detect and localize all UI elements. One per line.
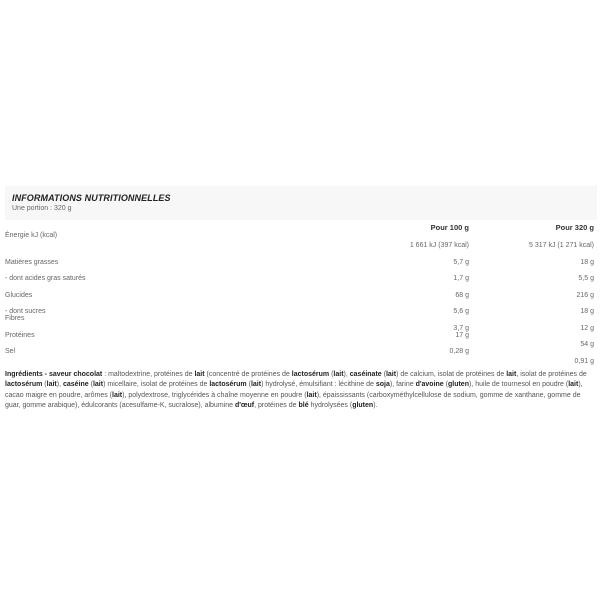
ingredient-text: ( (381, 370, 386, 378)
value-per-100g: 5,7 g (453, 258, 469, 266)
ingredient-text: : maltodextrine, protéines de (102, 370, 195, 378)
nutrient-label: - dont acides gras saturés (5, 275, 86, 282)
portion-size: Une portion : 320 g (12, 205, 72, 212)
value-per-portion: 12 g (580, 324, 594, 332)
ingredient-text: ), cacao maigre en poudre, arômes ( (5, 381, 583, 399)
ingredient-text: hydrolysées ( (308, 402, 353, 409)
ingredient-allergen: Ingrédients - saveur chocolat (5, 370, 103, 378)
nutrient-label: Fibres (5, 315, 25, 322)
table-row (5, 232, 597, 249)
ingredient-allergen: caséine (63, 381, 89, 388)
ingredient-text: ( (329, 370, 334, 378)
value-per-100g: 17 g (455, 331, 469, 339)
value-per-portion: 216 g (576, 291, 594, 299)
ingredient-allergen: lait (333, 370, 344, 378)
ingredient-text: ) de calcium, isolat de protéines de (396, 370, 507, 378)
nutrient-label: Énergie kJ (kcal) (5, 232, 58, 239)
ingredient-allergen: lait (385, 370, 397, 378)
table-row (5, 315, 597, 332)
value-per-portion: 0,91 g (574, 357, 594, 365)
nutrition-title: INFORMATIONS NUTRITIONNELLES (12, 193, 171, 203)
nutrition-table (5, 220, 597, 365)
ingredient-allergen: d'œuf (234, 402, 255, 409)
ingredient-text: ( (246, 381, 251, 388)
ingredient-text: (concentré de protéines de (204, 370, 292, 378)
ingredient-allergen: lait (568, 381, 579, 388)
nutrient-label: Matières grasses (5, 258, 59, 266)
ingredient-allergen: d'avoine (415, 381, 444, 388)
ingredient-allergen: lait (306, 391, 317, 399)
ingredient-text: ), farine (389, 381, 416, 388)
ingredient-text: ) hydrolysé, émulsifiant : lécithine de (261, 381, 376, 388)
table-row (5, 332, 597, 349)
table-row (5, 282, 597, 299)
value-per-100g: 0,28 g (449, 348, 469, 355)
ingredient-allergen: lactosérum (291, 370, 330, 378)
table-row (5, 348, 597, 365)
ingredient-text: ), huile de tournesol en poudre ( (468, 381, 569, 388)
ingredients-text (5, 370, 597, 412)
table-header-row (5, 220, 597, 232)
ingredient-text: ), (56, 381, 63, 388)
ingredient-allergen: lait (506, 370, 517, 378)
value-per-portion: 5,5 g (578, 275, 594, 282)
ingredient-text: ), (343, 370, 350, 378)
value-per-portion: 54 g (580, 341, 594, 348)
ingredient-allergen: gluten (352, 402, 374, 409)
ingredient-allergen: lait (194, 370, 205, 378)
value-per-100g: 1,7 g (453, 275, 469, 282)
ingredient-allergen: gluten (447, 381, 469, 388)
ingredient-text: ). (373, 402, 378, 409)
ingredient-allergen: blé (298, 402, 309, 409)
nutrient-label: Protéines (5, 331, 35, 339)
table-row (5, 249, 597, 266)
ingredient-allergen: lait (92, 381, 104, 388)
ingredient-text: ( (42, 381, 47, 388)
table-row (5, 299, 597, 316)
nutrient-label: - dont sucres (5, 308, 46, 315)
ingredient-allergen: lait (250, 381, 262, 388)
ingredient-text: ( (443, 381, 448, 388)
value-per-portion: 18 g (580, 258, 594, 266)
ingredient-allergen: lait (112, 391, 123, 399)
nutrient-label: Sel (5, 348, 16, 355)
ingredient-text: , isolat de protéines de (516, 370, 587, 378)
value-per-100g: 5,6 g (453, 308, 469, 315)
ingredient-allergen: lait (46, 381, 57, 388)
ingredient-allergen: soja (375, 381, 390, 388)
column-header-label (5, 220, 305, 232)
ingredient-text: ), polydextrose, triglycérides à chaîne moyenne en poudre ( (122, 391, 307, 399)
nutrition-header (5, 186, 597, 220)
column-header-per-portion: Pour 320 g (555, 223, 594, 232)
value-per-portion: 18 g (580, 308, 594, 315)
ingredient-allergen: lactosérum (209, 381, 247, 388)
table-row (5, 266, 597, 283)
nutrient-label: Glucides (5, 291, 33, 299)
ingredient-text: ), épaississants (carboxyméthylcellulose de sodium, gomme de xanthane, gomme de guar, gomme arabique), édulcorants (acesulfame-K, sucralose), albumine (5, 391, 581, 409)
ingredient-text: ( (88, 381, 93, 388)
value-per-portion: 5 317 kJ (1 271 kcal) (529, 242, 594, 249)
value-per-100g: 1 661 kJ (397 kcal) (409, 242, 469, 249)
nutrition-panel (5, 186, 597, 412)
ingredient-allergen: lactosérum (5, 381, 43, 388)
ingredient-text: ) micellaire, isolat de protéines de (103, 381, 210, 388)
ingredient-text: , protéines de (254, 402, 299, 409)
value-per-100g: 3,7 g (453, 324, 469, 332)
column-header-per-100g: Pour 100 g (430, 223, 469, 232)
value-per-100g: 68 g (455, 291, 469, 299)
ingredient-allergen: caséinate (349, 370, 382, 378)
